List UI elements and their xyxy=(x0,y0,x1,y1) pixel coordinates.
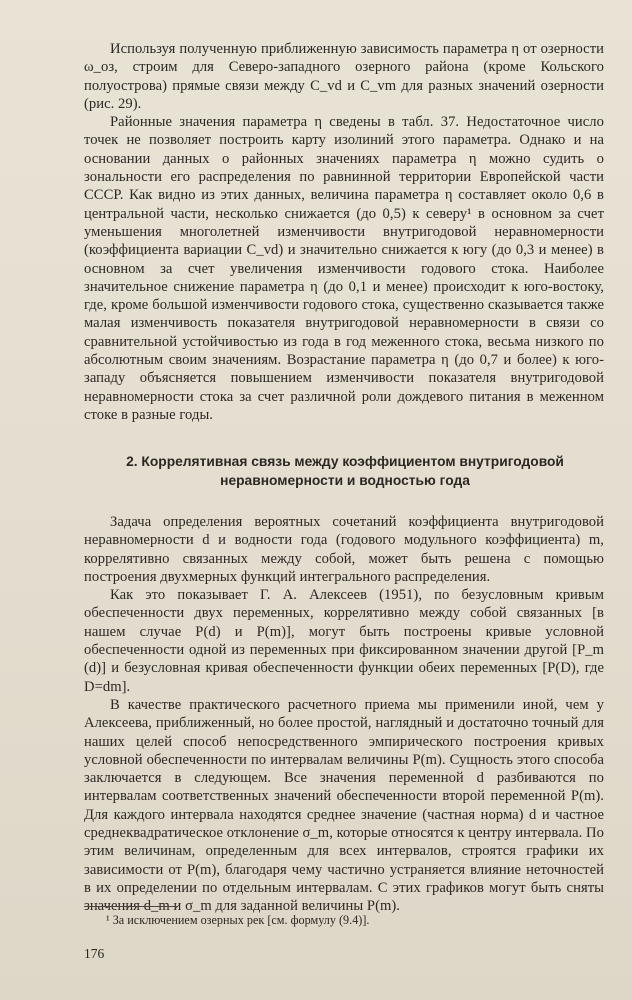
footnote-rule xyxy=(84,906,178,907)
section-2-text xyxy=(84,513,604,916)
footnote: ¹ За исключением озерных рек [см. формулу (9.4)]. xyxy=(106,913,370,927)
section-heading: 2. Коррелятивная связь между коэффициентом внутригодовой неравномерности и водностью года xyxy=(126,454,564,488)
paragraph: Как это показывает Г. А. Алексеев (1951), по безусловным кривым обеспеченности двух переменных, коррелятивно между собой связанных [в нашем случае P(d) и P(m)], могут быть построены кривые условной обеспеченности одной из переменных при фиксированном значении другой [P_m (d)] и безусловная кривая обеспеченности функции обеих переменных [P(D), где D=dm]. xyxy=(84,587,604,695)
page-number: 176 xyxy=(84,946,105,961)
paragraph: Задача определения вероятных сочетаний коэффициента внутригодовой неравномерности d и водности года (годового модульного коэффициента) m, коррелятивно связанных между собой, может быть решена с помощью построения двухмерных функций интегрального распределения. xyxy=(84,514,604,585)
paragraph: Используя полученную приближенную зависимость параметра η от озерности ω_оз, строим для Северо-западного озерного района (кроме Кольского полуострова) прямые связи между C_vd и C_vm для разных значений озерности (рис. 29). xyxy=(84,41,604,112)
paragraph: В качестве практического расчетного приема мы применили иной, чем у Алексеева, приближенный, но более простой, наглядный и достаточно точный для наших целей способ непосредственного эмпирического построения кривых условной обеспеченности по интервалам величины P(m). Сущность этого способа заключается в следующем. Все значения переменной d разбиваются по интервалам соответственных значений обеспеченности второй переменной P(m). Для каждого интервала находятся среднее значение (частная норма) d и частное среднеквадратическое отклонение σ_m, которые относятся к центру интервала. По этим величинам, определенным для всех интервалов, строятся графики их зависимости от P(m), благодаря чему частично устраняется влияние неточностей в их определении по отдельным интервалам. С этих графиков могут быть сняты значения d_m и σ_m для заданной величины P(m). xyxy=(84,696,604,915)
section-1-text xyxy=(84,40,604,424)
paragraph: Районные значения параметра η сведены в табл. 37. Недостаточное число точек не позволяет построить карту изолиний этого параметра. Однако и на основании данных о районных значениях параметра η можно судить о зональности его распределения по равнинной территории Европейской части СССР. Как видно из этих данных, величина параметра η составляет около 0,6 в центральной части, несколько снижается (до 0,5) к северу¹ в основном за счет уменьшения многолетней изменчивости внутригодовой неравномерности (коэффициента вариации C_vd) и значительно снижается к югу (до 0,3 и менее) в основном за счет увеличения изменчивости годового стока. Наиболее значительное снижение параметра η (до 0,1 и менее) происходит к юго-востоку, где, кроме большой изменчивости годового стока, существенно сказывается также малая изменчивость показателя внутригодовой неравномерности в связи со сравнительной устойчивостью из года в год меженного стока, весьма низкого по абсолютным своим значениям. Возрастание параметра η (до 0,7 и более) к юго-западу объясняется повышением изменчивости показателя внутригодовой неравномерности стока за счет различной роли дождевого питания в меженном стоке в разные годы. xyxy=(84,114,604,423)
